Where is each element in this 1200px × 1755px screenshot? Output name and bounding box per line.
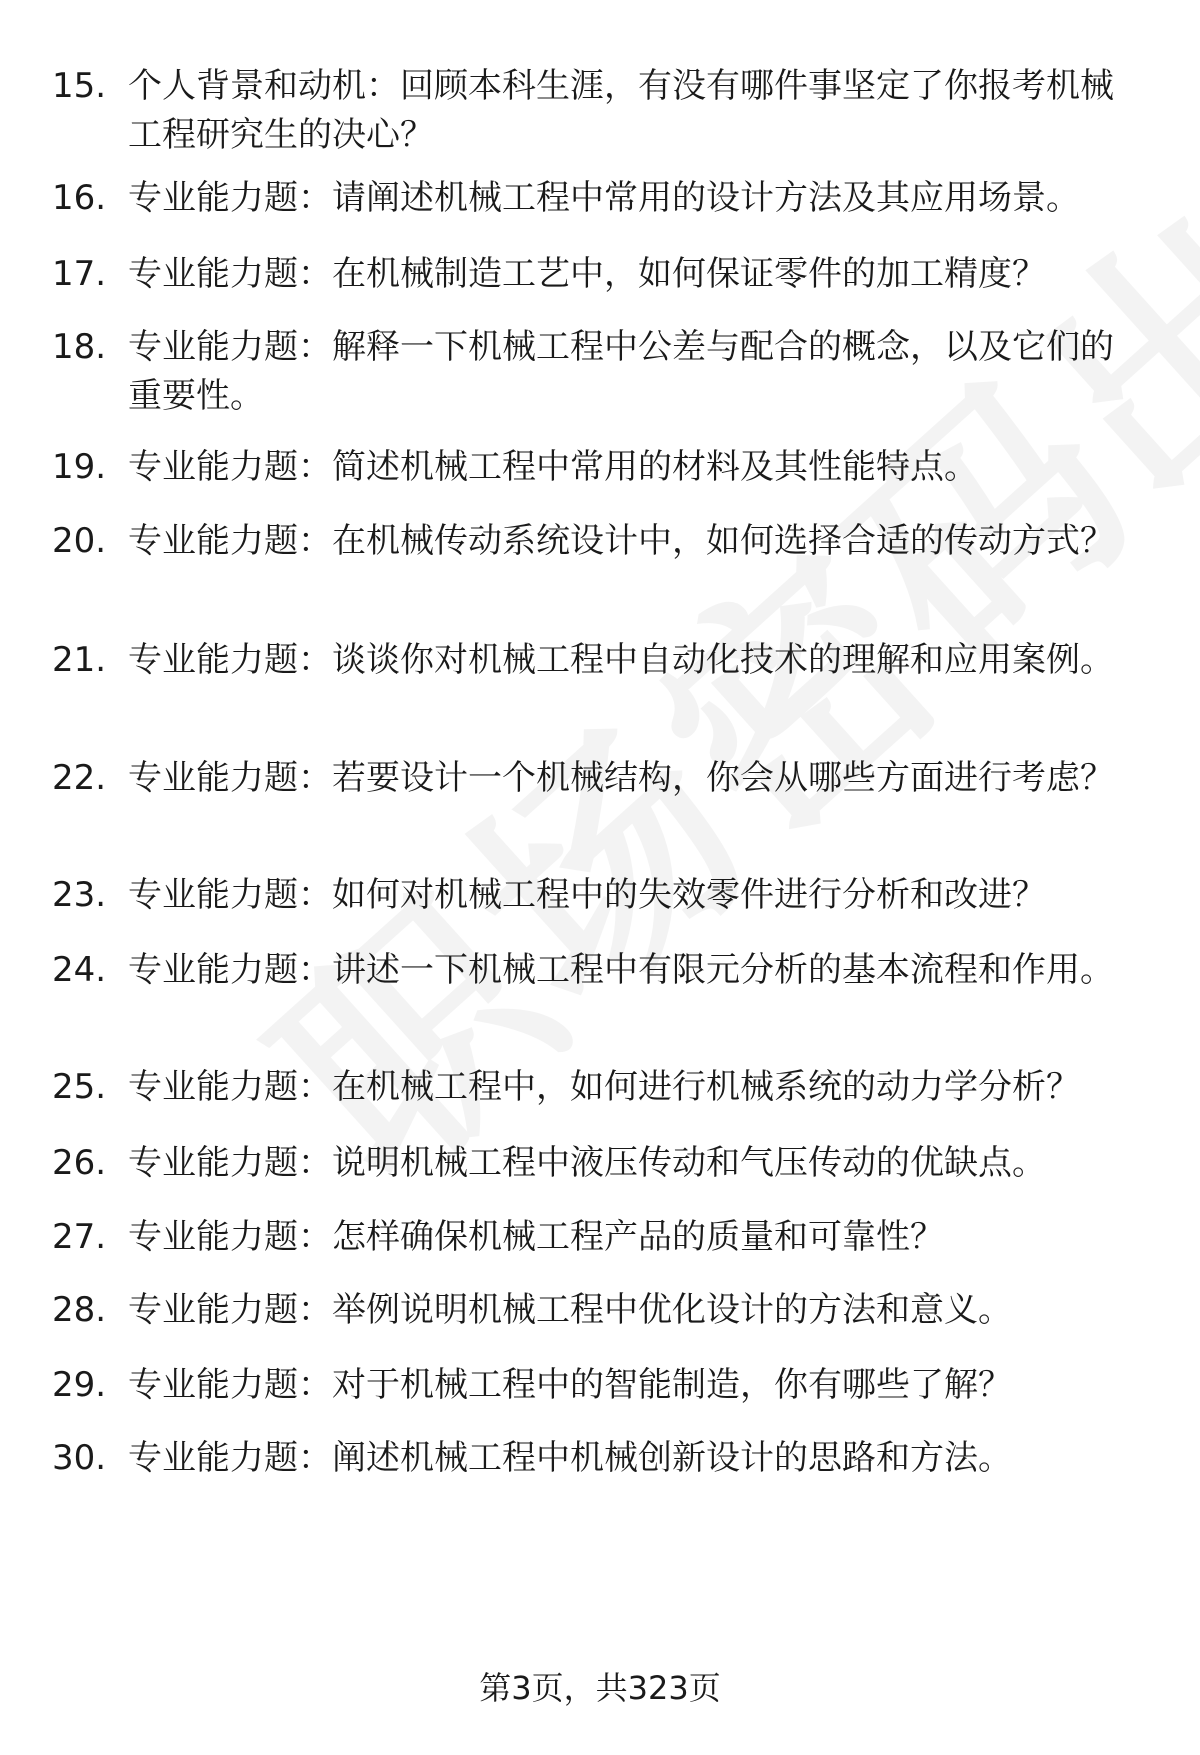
question-number: 26. [52,1143,107,1183]
question-text: 专业能力题：举例说明机械工程中优化设计的方法和意义。 [128,1290,1012,1330]
question-number: 19. [52,447,107,487]
question-number: 24. [52,950,107,990]
question-text: 专业能力题：解释一下机械工程中公差与配合的概念，以及它们的重要性。 [128,327,1114,416]
question-number: 25. [52,1067,107,1107]
question-text: 专业能力题：若要设计一个机械结构，你会从哪些方面进行考虑？ [128,758,1114,798]
question-number: 27. [52,1217,107,1257]
question-text: 专业能力题：说明机械工程中液压传动和气压传动的优缺点。 [128,1143,1046,1183]
question-number: 28. [52,1290,107,1330]
question-text: 专业能力题：阐述机械工程中机械创新设计的思路和方法。 [128,1438,1012,1478]
question-text: 专业能力题：如何对机械工程中的失效零件进行分析和改进？ [128,875,1046,915]
page-footer: 第3页，共323页 [479,1669,721,1707]
question-text: 专业能力题：谈谈你对机械工程中自动化技术的理解和应用案例。 [128,640,1114,680]
question-number: 29. [52,1365,107,1405]
question-text: 专业能力题：简述机械工程中常用的材料及其性能特点。 [128,447,978,487]
question-number: 20. [52,521,107,561]
question-number: 18. [52,327,107,367]
question-number: 17. [52,254,107,294]
question-text: 专业能力题：对于机械工程中的智能制造，你有哪些了解？ [128,1365,1012,1405]
question-text: 专业能力题：在机械传动系统设计中，如何选择合适的传动方式？ [128,521,1114,561]
question-number: 15. [52,66,107,106]
question-number: 21. [52,640,107,680]
question-number: 30. [52,1438,107,1478]
question-number: 22. [52,758,107,798]
question-text: 专业能力题：请阐述机械工程中常用的设计方法及其应用场景。 [128,178,1080,218]
question-text: 个人背景和动机：回顾本科生涯，有没有哪件事坚定了你报考机械工程研究生的决心？ [128,66,1114,155]
question-text: 专业能力题：怎样确保机械工程产品的质量和可靠性？ [128,1217,944,1257]
question-number: 16. [52,178,107,218]
question-number: 23. [52,875,107,915]
question-text: 专业能力题：在机械制造工艺中，如何保证零件的加工精度？ [128,254,1046,294]
question-text: 专业能力题：在机械工程中，如何进行机械系统的动力学分析？ [128,1067,1080,1107]
question-text: 专业能力题：讲述一下机械工程中有限元分析的基本流程和作用。 [128,950,1114,990]
